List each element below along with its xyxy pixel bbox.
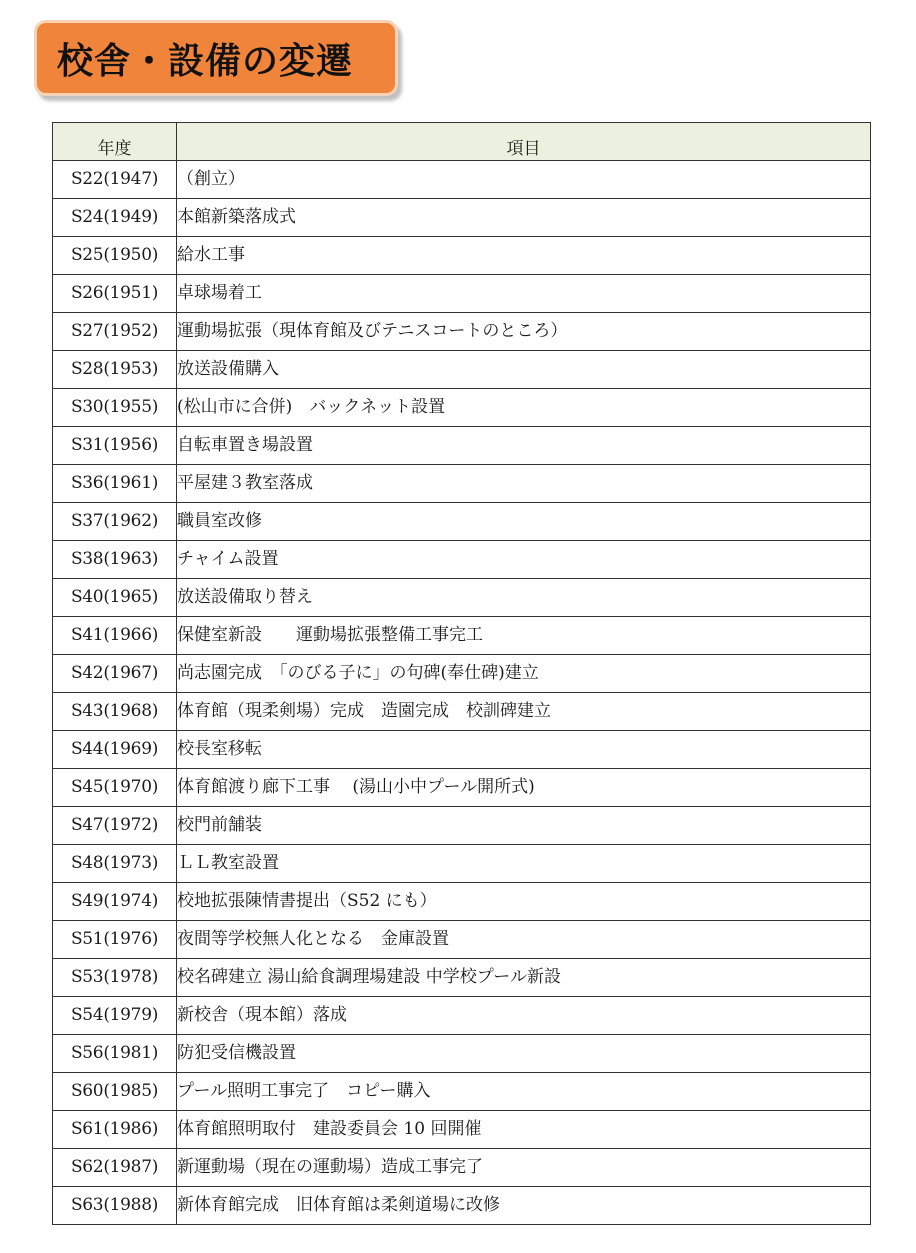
- item-cell: 校名碑建立 湯山給食調理場建設 中学校プール新設: [177, 959, 871, 997]
- page-title: 校舎・設備の変遷: [57, 40, 354, 82]
- year-cell: S31(1956): [53, 427, 177, 465]
- item-cell: 平屋建３教室落成: [177, 465, 871, 503]
- year-cell: S28(1953): [53, 351, 177, 389]
- table-row: [53, 275, 871, 313]
- item-cell: 体育館照明取付 建設委員会 10 回開催: [177, 1111, 871, 1149]
- table-row: [53, 1035, 871, 1073]
- item-cell: ＬＬ教室設置: [177, 845, 871, 883]
- item-cell: 給水工事: [177, 237, 871, 275]
- item-cell: 本館新築落成式: [177, 199, 871, 237]
- year-cell: S41(1966): [53, 617, 177, 655]
- year-cell: S36(1961): [53, 465, 177, 503]
- year-cell: S42(1967): [53, 655, 177, 693]
- year-cell: S24(1949): [53, 199, 177, 237]
- table-row: [53, 199, 871, 237]
- item-cell: 体育館（現柔剣場）完成 造園完成 校訓碑建立: [177, 693, 871, 731]
- history-table: [52, 122, 871, 1225]
- item-cell: 新運動場（現在の運動場）造成工事完了: [177, 1149, 871, 1187]
- item-cell: （創立）: [177, 161, 871, 199]
- year-cell: S61(1986): [53, 1111, 177, 1149]
- table-row: [53, 1111, 871, 1149]
- table-row: [53, 541, 871, 579]
- column-header-year: 年度: [53, 123, 177, 161]
- year-cell: S27(1952): [53, 313, 177, 351]
- year-cell: S49(1974): [53, 883, 177, 921]
- item-cell: 自転車置き場設置: [177, 427, 871, 465]
- table-row: [53, 845, 871, 883]
- year-cell: S63(1988): [53, 1187, 177, 1225]
- item-cell: 放送設備購入: [177, 351, 871, 389]
- table-row: [53, 1073, 871, 1111]
- item-cell: 運動場拡張（現体育館及びテニスコートのところ）: [177, 313, 871, 351]
- item-cell: 校門前舗装: [177, 807, 871, 845]
- year-cell: S38(1963): [53, 541, 177, 579]
- year-cell: S22(1947): [53, 161, 177, 199]
- item-cell: (松山市に合併) バックネット設置: [177, 389, 871, 427]
- year-cell: S37(1962): [53, 503, 177, 541]
- year-cell: S44(1969): [53, 731, 177, 769]
- table-row: [53, 959, 871, 997]
- column-header-item: 項目: [177, 123, 871, 161]
- table-row: [53, 997, 871, 1035]
- item-cell: 防犯受信機設置: [177, 1035, 871, 1073]
- title-banner: [34, 20, 398, 96]
- item-cell: チャイム設置: [177, 541, 871, 579]
- item-cell: プール照明工事完了 コピー購入: [177, 1073, 871, 1111]
- table-row: [53, 351, 871, 389]
- year-cell: S43(1968): [53, 693, 177, 731]
- table-row: [53, 883, 871, 921]
- year-cell: S56(1981): [53, 1035, 177, 1073]
- year-cell: S48(1973): [53, 845, 177, 883]
- table-row: [53, 655, 871, 693]
- table-body: [53, 161, 871, 1225]
- item-cell: 夜間等学校無人化となる 金庫設置: [177, 921, 871, 959]
- table-row: [53, 465, 871, 503]
- table-row: [53, 313, 871, 351]
- item-cell: 職員室改修: [177, 503, 871, 541]
- table-row: [53, 693, 871, 731]
- item-cell: 新体育館完成 旧体育館は柔剣道場に改修: [177, 1187, 871, 1225]
- table-row: [53, 921, 871, 959]
- table-row: [53, 237, 871, 275]
- year-cell: S53(1978): [53, 959, 177, 997]
- year-cell: S54(1979): [53, 997, 177, 1035]
- table-row: [53, 807, 871, 845]
- table-row: [53, 731, 871, 769]
- item-cell: 放送設備取り替え: [177, 579, 871, 617]
- year-cell: S51(1976): [53, 921, 177, 959]
- item-cell: 卓球場着工: [177, 275, 871, 313]
- table-row: [53, 579, 871, 617]
- table-header-row: [53, 123, 871, 161]
- item-cell: 校長室移転: [177, 731, 871, 769]
- table-row: [53, 1149, 871, 1187]
- table-row: [53, 161, 871, 199]
- table-row: [53, 769, 871, 807]
- item-cell: 校地拡張陳情書提出（S52 にも）: [177, 883, 871, 921]
- table-row: [53, 1187, 871, 1225]
- year-cell: S62(1987): [53, 1149, 177, 1187]
- table-row: [53, 427, 871, 465]
- year-cell: S47(1972): [53, 807, 177, 845]
- item-cell: 新校舎（現本館）落成: [177, 997, 871, 1035]
- year-cell: S45(1970): [53, 769, 177, 807]
- item-cell: 尚志園完成 「のびる子に」の句碑(奉仕碑)建立: [177, 655, 871, 693]
- item-cell: 体育館渡り廊下工事 (湯山小中プール開所式): [177, 769, 871, 807]
- table-row: [53, 617, 871, 655]
- year-cell: S40(1965): [53, 579, 177, 617]
- table-row: [53, 389, 871, 427]
- item-cell: 保健室新設 運動場拡張整備工事完工: [177, 617, 871, 655]
- year-cell: S26(1951): [53, 275, 177, 313]
- table-row: [53, 503, 871, 541]
- year-cell: S25(1950): [53, 237, 177, 275]
- year-cell: S30(1955): [53, 389, 177, 427]
- year-cell: S60(1985): [53, 1073, 177, 1111]
